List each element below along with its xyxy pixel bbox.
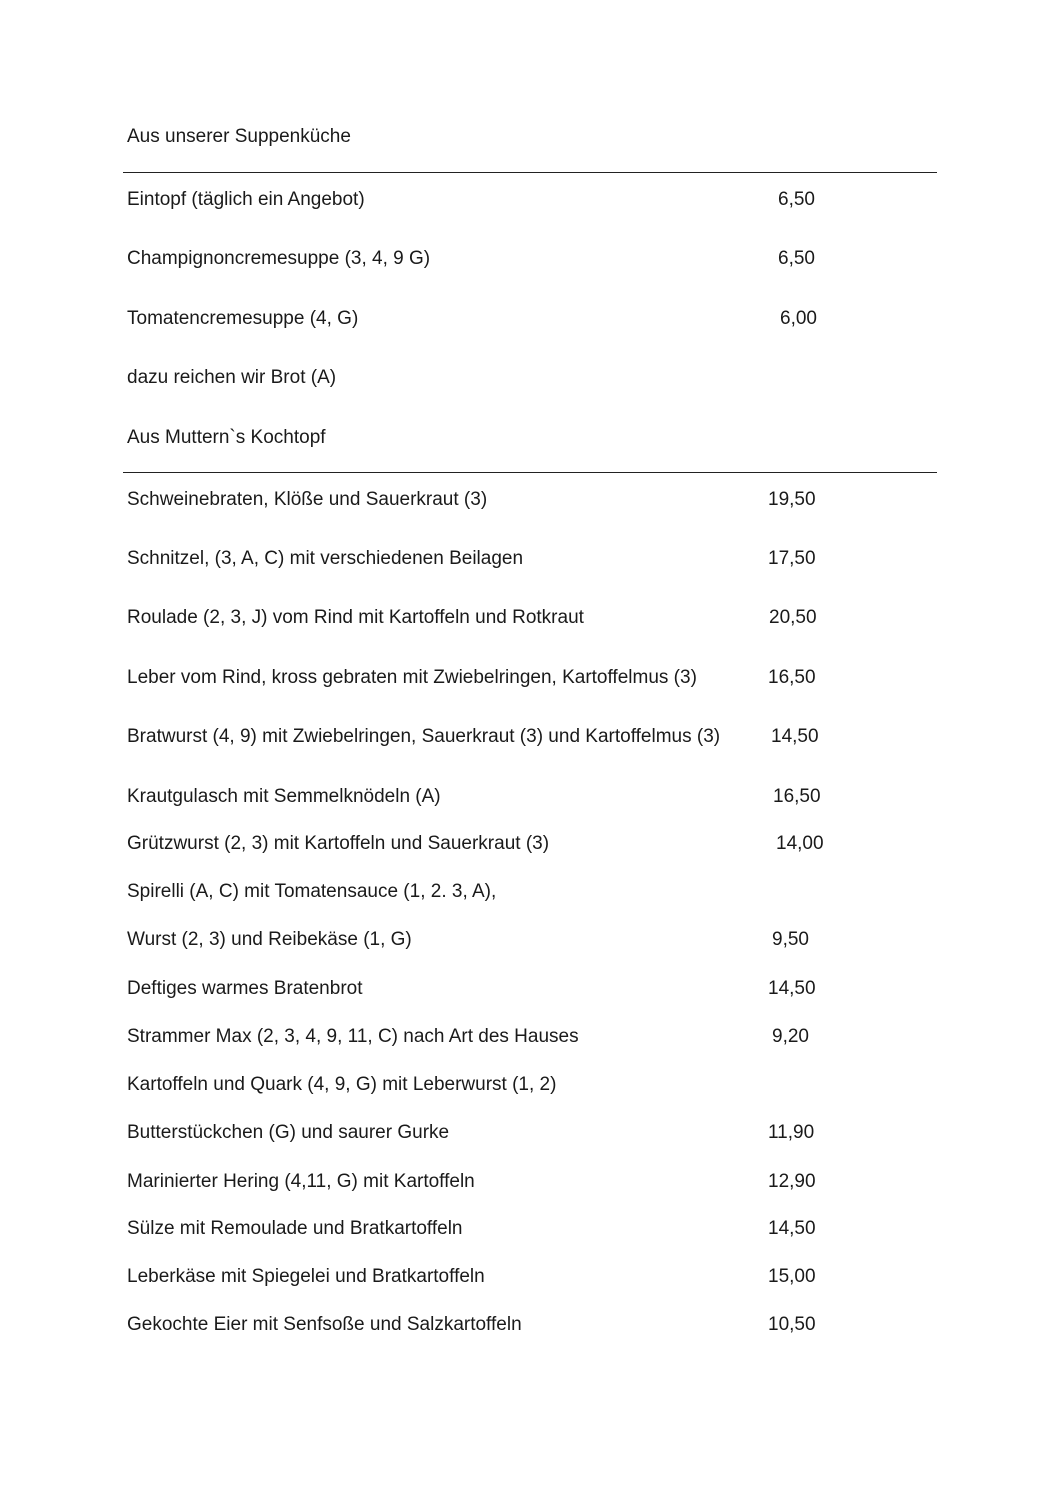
- menu-item-price: 12,90: [768, 1171, 816, 1192]
- menu-item-name: Deftiges warmes Bratenbrot: [127, 978, 363, 999]
- menu-item-price: 14,50: [771, 726, 819, 747]
- menu-item-name: Kartoffeln und Quark (4, 9, G) mit Leberwurst (1, 2): [127, 1074, 557, 1095]
- menu-item-name: Butterstückchen (G) und saurer Gurke: [127, 1122, 450, 1143]
- menu-item-name: Leberkäse mit Spiegelei und Bratkartoffeln: [127, 1266, 485, 1287]
- menu-item-price: 11,90: [768, 1122, 815, 1143]
- menu-item-price: 15,00: [768, 1266, 816, 1287]
- menu-item-price: 19,50: [768, 489, 816, 510]
- menu-item-price: 14,50: [768, 1218, 816, 1239]
- menu-item-name: Roulade (2, 3, J) vom Rind mit Kartoffeln und Rotkraut: [127, 607, 584, 628]
- menu-item-price: 6,50: [778, 189, 815, 210]
- section-divider-soups: [123, 172, 937, 173]
- section-heading-soups: Aus unserer Suppenküche: [127, 126, 351, 147]
- menu-item-name: Leber vom Rind, kross gebraten mit Zwiebelringen, Kartoffelmus (3): [127, 667, 697, 688]
- menu-item-name: Strammer Max (2, 3, 4, 9, 11, C) nach Art des Hauses: [127, 1026, 579, 1047]
- menu-item-price: 17,50: [768, 548, 816, 569]
- menu-item-price: 20,50: [769, 607, 817, 628]
- menu-item-price: 9,20: [772, 1026, 809, 1047]
- menu-item-price: 6,50: [778, 248, 815, 269]
- menu-item-name: Schnitzel, (3, A, C) mit verschiedenen Beilagen: [127, 548, 524, 569]
- menu-item-name: Spirelli (A, C) mit Tomatensauce (1, 2. 3, A),: [127, 881, 497, 902]
- menu-item-name: Gekochte Eier mit Senfsoße und Salzkartoffeln: [127, 1314, 522, 1335]
- menu-item-name: Wurst (2, 3) und Reibekäse (1, G): [127, 929, 412, 950]
- menu-item-price: 6,00: [780, 308, 817, 329]
- section-heading-mains: Aus Muttern`s Kochtopf: [127, 427, 326, 448]
- soups-note: dazu reichen wir Brot (A): [127, 367, 337, 388]
- menu-item-name: Grützwurst (2, 3) mit Kartoffeln und Sauerkraut (3): [127, 833, 550, 854]
- menu-item-price: 16,50: [768, 667, 816, 688]
- section-divider-mains: [123, 472, 937, 473]
- menu-item-name: Sülze mit Remoulade und Bratkartoffeln: [127, 1218, 463, 1239]
- menu-item-name: Schweinebraten, Klöße und Sauerkraut (3): [127, 489, 488, 510]
- menu-item-price: 14,50: [768, 978, 816, 999]
- menu-item-name: Eintopf (täglich ein Angebot): [127, 189, 365, 210]
- menu-item-name: Tomatencremesuppe (4, G): [127, 308, 359, 329]
- menu-item-name: Marinierter Hering (4,11, G) mit Kartoffeln: [127, 1171, 475, 1192]
- menu-item-price: 14,00: [776, 833, 824, 854]
- menu-item-name: Bratwurst (4, 9) mit Zwiebelringen, Sauerkraut (3) und Kartoffelmus (3): [127, 726, 721, 747]
- menu-item-name: Krautgulasch mit Semmelknödeln (A): [127, 786, 441, 807]
- menu-item-price: 9,50: [772, 929, 809, 950]
- menu-item-name: Champignoncremesuppe (3, 4, 9 G): [127, 248, 431, 269]
- menu-item-price: 16,50: [773, 786, 821, 807]
- menu-item-price: 10,50: [768, 1314, 816, 1335]
